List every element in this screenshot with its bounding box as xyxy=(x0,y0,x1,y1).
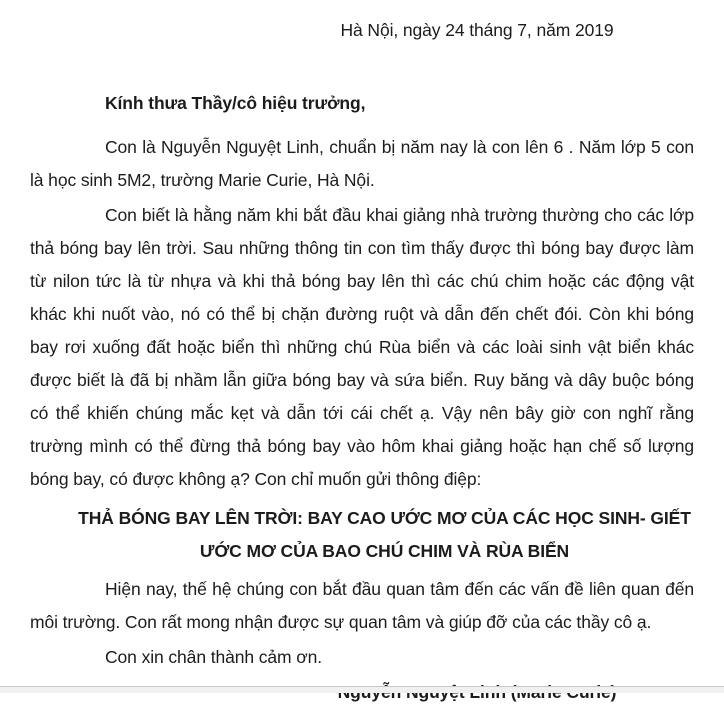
date-line: Hà Nội, ngày 24 tháng 7, năm 2019 xyxy=(340,20,614,40)
paragraph-thanks: Con xin chân thành cảm ơn. xyxy=(105,647,323,667)
headline-line-1: THẢ BÓNG BAY LÊN TRỜI: BAY CAO ƯỚC MƠ CỦA CÁC HỌC SINH- GIẾT xyxy=(78,508,691,528)
paragraph-intro: Con là Nguyễn Nguyệt Linh, chuẩn bị năm nay là con lên 6 . Năm lớp 5 con là học sinh 5M2, trường Marie Curie, Hà Nội. xyxy=(30,137,694,190)
page-bottom-edge xyxy=(0,686,724,693)
paragraph-body: Con biết là hằng năm khi bắt đầu khai giảng nhà trường thường cho các lớp thả bóng bay lên trời. Sau những thông tin con tìm thấy được thì bóng bay được làm từ nilon tức là từ nhựa và khi thả bóng bay lên thì các chú chim hoặc các động vật khác khi nuốt vào, nó có thể bị chặn đường ruột và dẫn đến chết đói. Còn khi bóng bay rơi xuống đất hoặc biển thì những chú Rùa biển và các loài sinh vật biển khác được biết là đã bị nhầm lẫn giữa bóng bay và sứa biển. Ruy băng và dây buộc bóng có thể khiến chúng mắc kẹt và dẫn tới cái chết ạ. Vậy nên bây giờ con nghĩ rằng trường mình có thể đừng thả bóng bay vào hôm khai giảng hoặc hạn chế số lượng bóng bay, có được không ạ? Con chỉ muốn gửi thông điệp: xyxy=(30,205,694,489)
paragraph-environment: Hiện nay, thế hệ chúng con bắt đầu quan tâm đến các vấn đề liên quan đến môi trường. Con rất mong nhận được sự quan tâm và giúp đỡ của các thầy cô ạ. xyxy=(30,579,694,632)
headline-line-2: ƯỚC MƠ CỦA BAO CHÚ CHIM VÀ RÙA BIỂN xyxy=(199,541,570,561)
greeting: Kính thưa Thầy/cô hiệu trưởng, xyxy=(105,93,366,113)
headline xyxy=(30,502,694,568)
